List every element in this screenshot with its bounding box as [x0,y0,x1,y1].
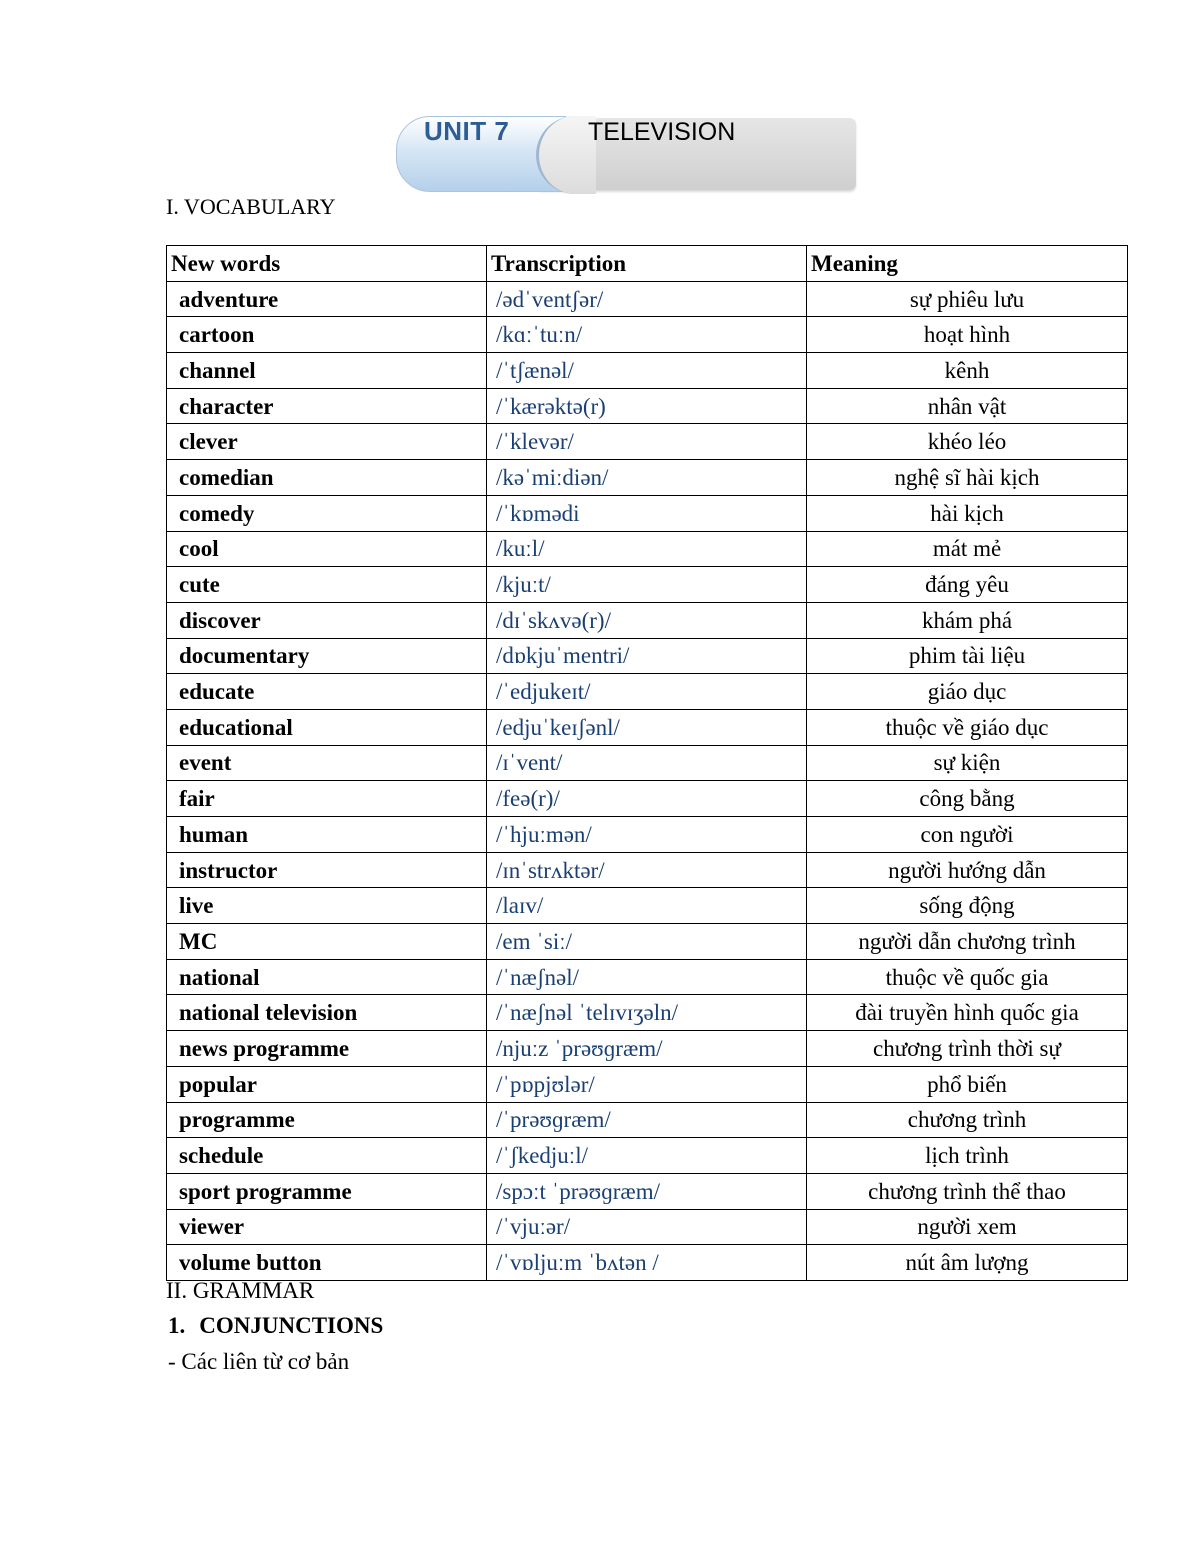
meaning-cell: khám phá [807,602,1128,638]
transcription-cell: /ˈkɒmədi [487,495,807,531]
table-row [167,852,1128,888]
transcription-cell: /kuːl/ [487,531,807,567]
table-row [167,1209,1128,1245]
unit-title: TELEVISION [588,118,736,146]
transcription-cell: /em ˈsiː/ [487,924,807,960]
word-cell: instructor [167,852,487,888]
unit-label: UNIT 7 [424,116,510,146]
word-cell: MC [167,924,487,960]
meaning-cell: công bằng [807,781,1128,817]
meaning-cell: chương trình thể thao [807,1173,1128,1209]
word-cell: event [167,745,487,781]
table-row [167,531,1128,567]
word-cell: volume button [167,1245,487,1281]
word-cell: cute [167,567,487,603]
word-cell: human [167,817,487,853]
conjunctions-heading [168,1313,383,1339]
transcription-cell: /ˈhjuːmən/ [487,817,807,853]
table-row [167,959,1128,995]
word-cell: news programme [167,1031,487,1067]
conjunctions-note: - Các liên từ cơ bản [168,1349,350,1374]
table-row [167,924,1128,960]
transcription-cell: /ˈʃkedjuːl/ [487,1138,807,1174]
meaning-cell: sự kiện [807,745,1128,781]
transcription-cell: /ˈedjukeɪt/ [487,674,807,710]
vocabulary-table [166,245,1128,1281]
word-cell: sport programme [167,1173,487,1209]
word-cell: programme [167,1102,487,1138]
meaning-cell: nghệ sĩ hài kịch [807,460,1128,496]
meaning-cell: đáng yêu [807,567,1128,603]
table-row [167,424,1128,460]
transcription-cell: /feə(r)/ [487,781,807,817]
word-cell: schedule [167,1138,487,1174]
conjunctions-heading-text: CONJUNCTIONS [199,1313,384,1338]
transcription-cell: /dɒkjuˈmentri/ [487,638,807,674]
transcription-cell: /ˈnæʃnəl ˈtelɪvɪʒəln/ [487,995,807,1031]
table-row [167,460,1128,496]
transcription-cell: /ˈtʃænəl/ [487,353,807,389]
transcription-cell: /ɪnˈstrʌktər/ [487,852,807,888]
table-row [167,1173,1128,1209]
meaning-cell: hoạt hình [807,317,1128,353]
table-row [167,317,1128,353]
table-row [167,281,1128,317]
column-header-meaning: Meaning [807,246,1128,282]
transcription-cell: /ˈvɒljuːm ˈbʌtən / [487,1245,807,1281]
word-cell: discover [167,602,487,638]
transcription-cell: /ɪˈvent/ [487,745,807,781]
column-header-transcription: Transcription [487,246,807,282]
table-row [167,1245,1128,1281]
word-cell: documentary [167,638,487,674]
meaning-cell: nhân vật [807,388,1128,424]
table-row [167,888,1128,924]
meaning-cell: người dẫn chương trình [807,924,1128,960]
table-row [167,674,1128,710]
word-cell: channel [167,353,487,389]
vocabulary-heading: I. VOCABULARY [166,194,336,219]
transcription-cell: /ˈprəʊɡræm/ [487,1102,807,1138]
transcription-cell: /kjuːt/ [487,567,807,603]
word-cell: popular [167,1066,487,1102]
meaning-cell: khéo léo [807,424,1128,460]
transcription-cell: /edjuˈkeɪʃənl/ [487,709,807,745]
word-cell: cartoon [167,317,487,353]
transcription-cell: /kɑːˈtuːn/ [487,317,807,353]
word-cell: adventure [167,281,487,317]
word-cell: cool [167,531,487,567]
table-row [167,567,1128,603]
meaning-cell: người xem [807,1209,1128,1245]
vocabulary-table-body [167,281,1128,1280]
table-row [167,353,1128,389]
meaning-cell: giáo dục [807,674,1128,710]
conjunctions-heading-number: 1. [168,1313,186,1338]
word-cell: character [167,388,487,424]
transcription-cell: /dɪˈskʌvə(r)/ [487,602,807,638]
transcription-cell: /ˈklevər/ [487,424,807,460]
meaning-cell: thuộc về quốc gia [807,959,1128,995]
transcription-cell: /njuːz ˈprəʊɡræm/ [487,1031,807,1067]
table-row [167,1138,1128,1174]
word-cell: fair [167,781,487,817]
table-row [167,602,1128,638]
word-cell: comedy [167,495,487,531]
column-header-new-words: New words [167,246,487,282]
table-row [167,781,1128,817]
transcription-cell: /ˈnæʃnəl/ [487,959,807,995]
meaning-cell: người hướng dẫn [807,852,1128,888]
transcription-cell: /spɔːt ˈprəʊɡræm/ [487,1173,807,1209]
table-row [167,495,1128,531]
transcription-cell: /kəˈmiːdiən/ [487,460,807,496]
word-cell: comedian [167,460,487,496]
transcription-cell: /ˈkærəktə(r) [487,388,807,424]
meaning-cell: lịch trình [807,1138,1128,1174]
meaning-cell: con người [807,817,1128,853]
meaning-cell: chương trình thời sự [807,1031,1128,1067]
word-cell: clever [167,424,487,460]
meaning-cell: đài truyền hình quốc gia [807,995,1128,1031]
meaning-cell: sống động [807,888,1128,924]
word-cell: live [167,888,487,924]
transcription-cell: /laɪv/ [487,888,807,924]
meaning-cell: kênh [807,353,1128,389]
grammar-heading: II. GRAMMAR [166,1278,315,1303]
table-row [167,709,1128,745]
meaning-cell: mát mẻ [807,531,1128,567]
unit-banner [396,116,858,194]
meaning-cell: phổ biến [807,1066,1128,1102]
meaning-cell: hài kịch [807,495,1128,531]
word-cell: national [167,959,487,995]
table-row [167,1102,1128,1138]
word-cell: educational [167,709,487,745]
meaning-cell: chương trình [807,1102,1128,1138]
transcription-cell: /ˈvjuːər/ [487,1209,807,1245]
meaning-cell: nút âm lượng [807,1245,1128,1281]
transcription-cell: /ədˈventʃər/ [487,281,807,317]
table-row [167,745,1128,781]
table-row [167,1031,1128,1067]
table-row [167,817,1128,853]
word-cell: national television [167,995,487,1031]
word-cell: educate [167,674,487,710]
table-header-row [167,246,1128,282]
word-cell: viewer [167,1209,487,1245]
meaning-cell: phim tài liệu [807,638,1128,674]
table-row [167,388,1128,424]
transcription-cell: /ˈpɒpjʊlər/ [487,1066,807,1102]
meaning-cell: sự phiêu lưu [807,281,1128,317]
table-row [167,995,1128,1031]
table-row [167,638,1128,674]
meaning-cell: thuộc về giáo dục [807,709,1128,745]
table-row [167,1066,1128,1102]
